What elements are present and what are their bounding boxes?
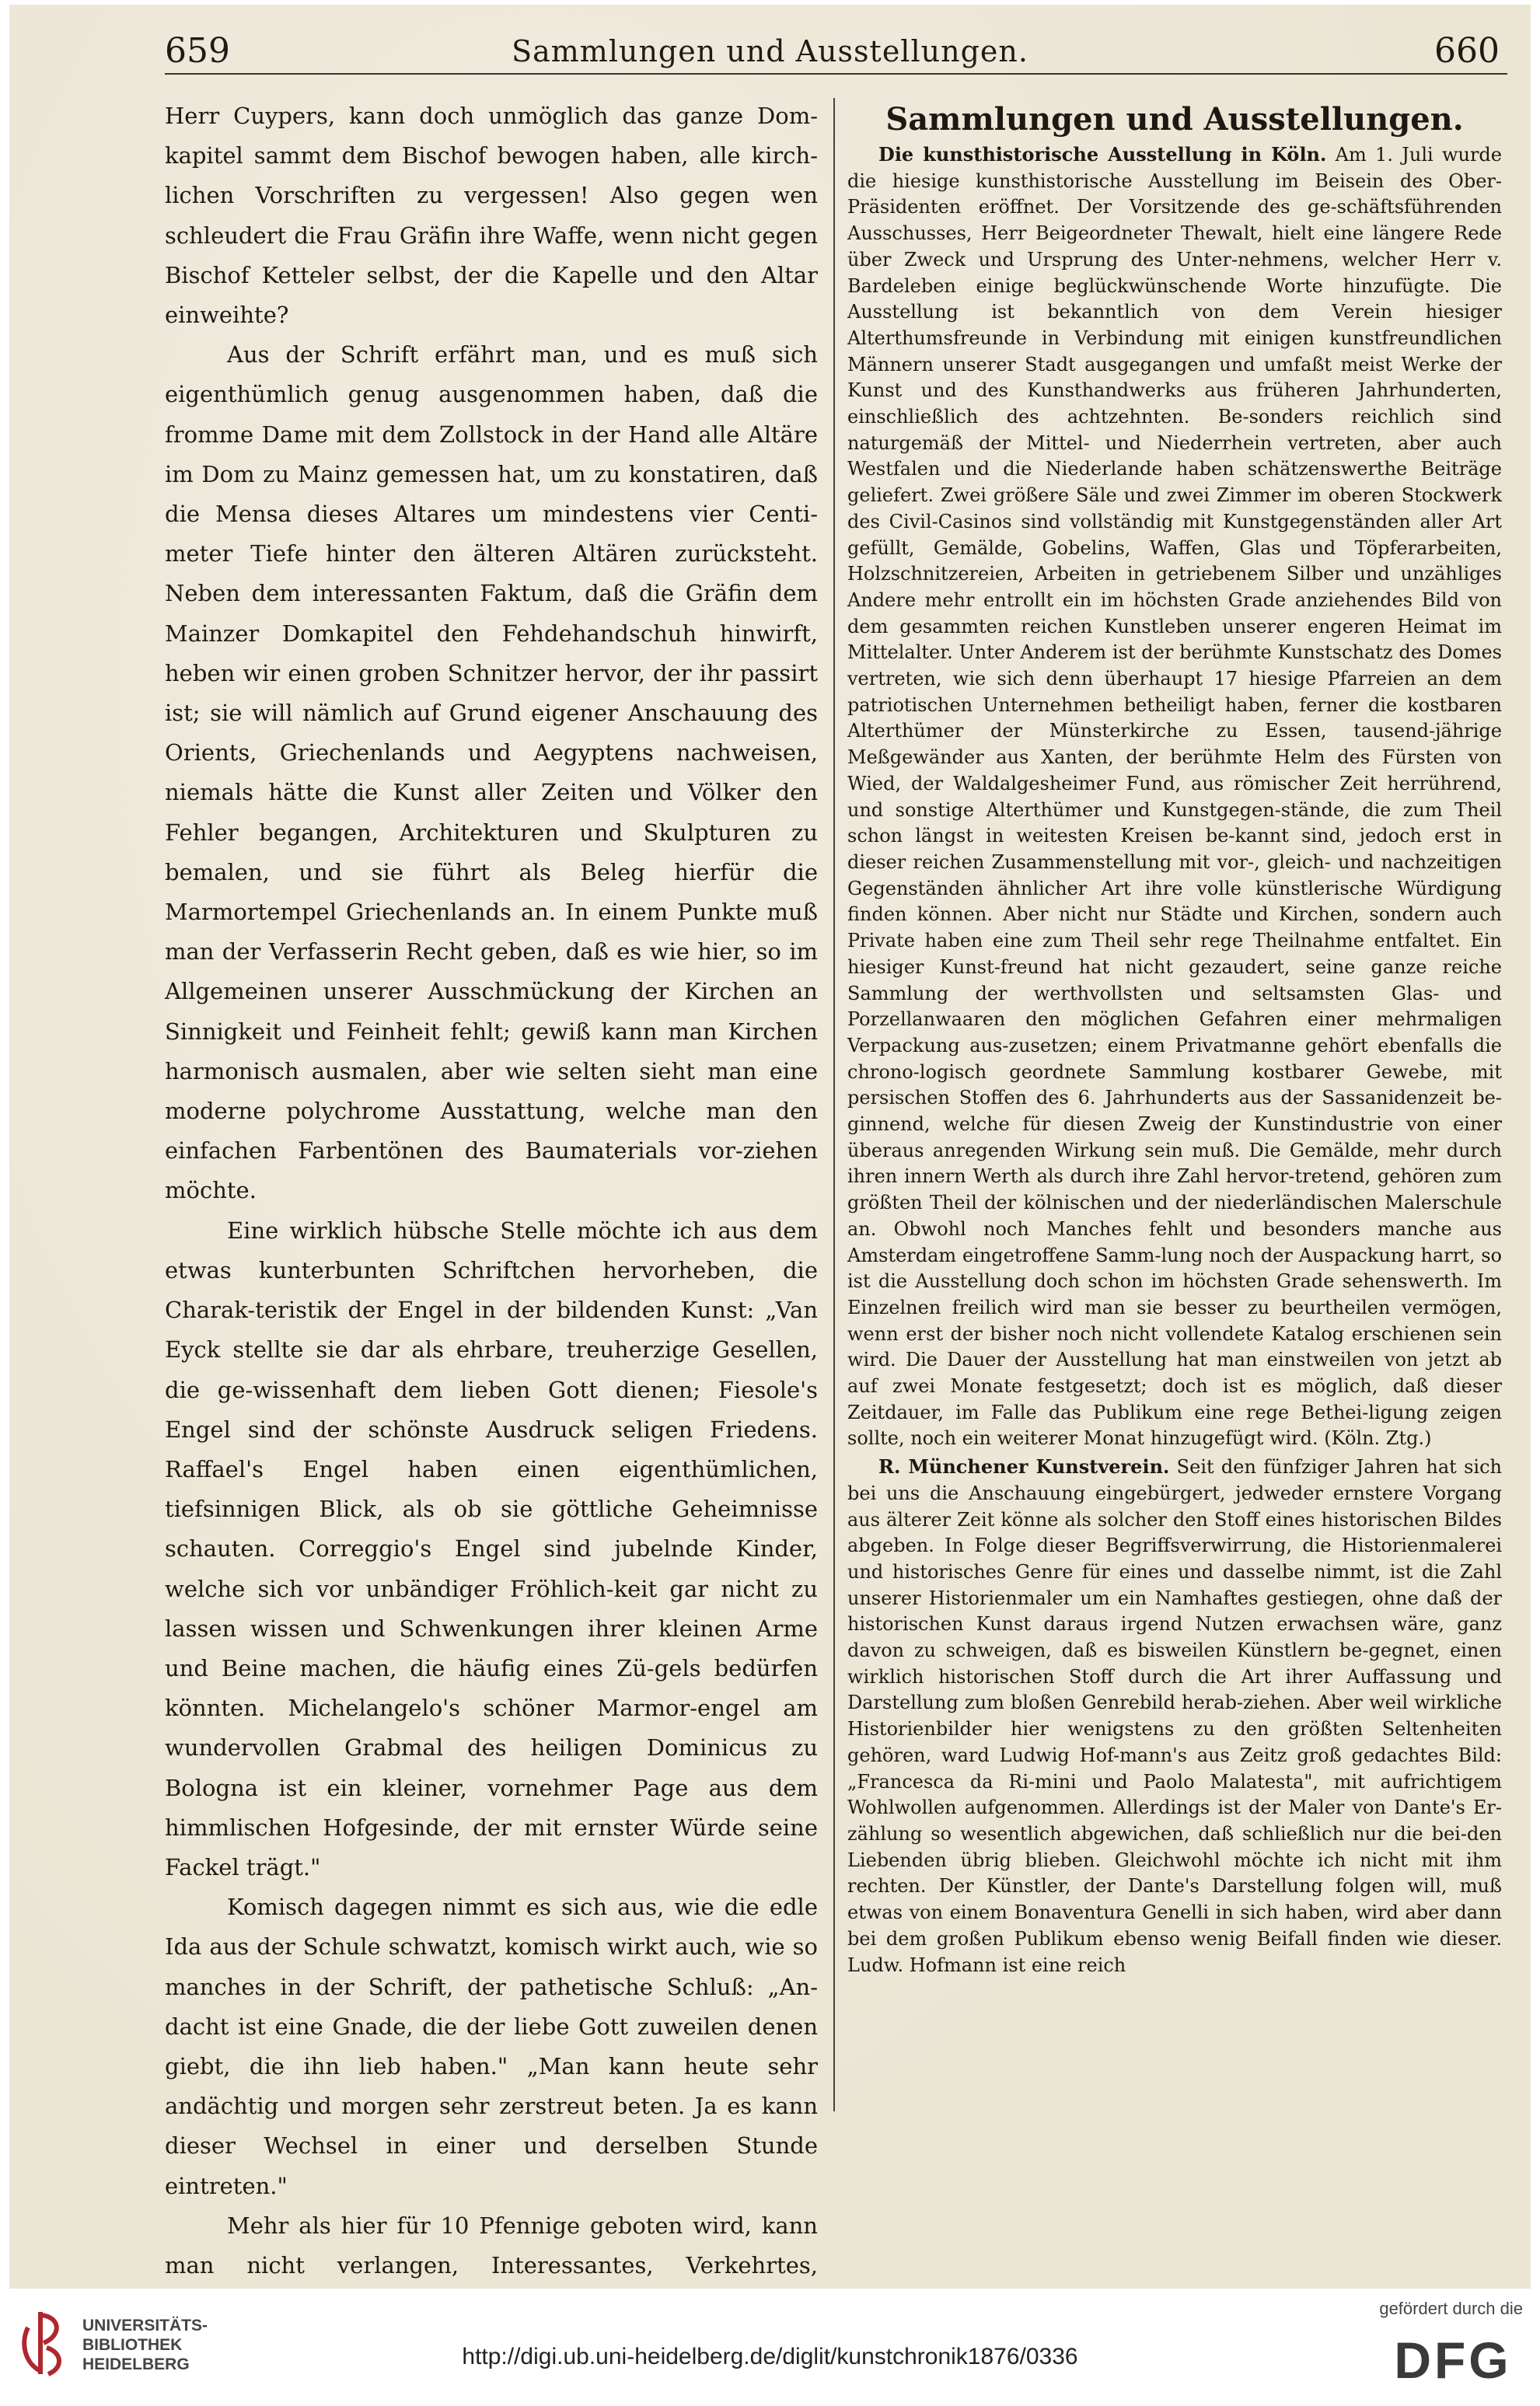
source-url-link[interactable]: http://digi.ub.uni-heidelberg.de/diglit/kunstchronik1876/0336 [462,2344,1078,2369]
running-head [9,23,1531,70]
library-name-line-2: BIBLIOTHEK [82,2336,183,2354]
footer [0,2289,1540,2406]
running-title: Sammlungen und Ausstellungen. [512,34,1028,68]
left-paragraph-3: Eine wirklich hübsche Stelle möchte ich aus dem etwas kunterbunten Schriftchen hervorheben, die Charak-teristik der Engel in der bildenden Kunst: „Van Eyck stellte sie dar als ehrbare, treuherzige Gesellen, die ge-wissenhaft dem lieben Gott dienen; Fiesole's Engel sind der schönste Ausdruck seligen Friedens. Raffael's Engel haben einen eigenthümlichen, tiefsinnigen Blick, als ob sie göttliche Geheimnisse schauten. Correggio's Engel sind jubelnde Kinder, welche sich vor unbändiger Fröhlich-keit gar nicht zu lassen wissen und Schwenkungen ihrer kleinen Arme und Beine machen, die häufig eines Zü-gels bedürfen könnten. Michelangelo's schöner Marmor-engel am wundervollen Grabmal des heiligen Dominicus zu Bologna ist ein kleiner, vornehmer Page aus dem himmlischen Hofgesinde, der mit ernster Würde seine Fackel trägt." [165,1217,818,1880]
page-number-right: 660 [1434,31,1500,71]
page-number-left: 659 [165,31,230,71]
column-divider [833,98,835,2111]
funding-note: gefördert durch die [1379,2299,1523,2318]
article-muenchen-lead: R. Münchener Kunstverein. [878,1455,1170,1479]
article-muenchen-text: Seit den fünfziger Jahren hat sich bei uns die Anschauung eingebürgert, jedweder ernstere Vorgang aus älterer Zeit könne als solcher den Stoff eines historischen Bildes abgeben. In Folge dieser Begriffsverwirrung, die Historienmalerei und historisches Genre für eines und dasselbe nimmt, ist die Zahl unserer Historienmaler um ein Namhaftes gestiegen, ohne daß der historischen Kunst daraus irgend Nutzen erwachsen wäre, ganz davon zu schweigen, daß es bisweilen Künstlern be-gegnet, einen wirklich historischen Stoff durch die Art ihrer Auffassung und Darstellung zum bloßen Genrebild herab-ziehen. Aber weil wirkliche Historienbilder hier wenigstens zu den größten Seltenheiten gehören, ward Ludwig Hof-mann's aus Zeitz groß gedachtes Bild: „Francesca da Ri-mini und Paolo Malatesta", mit aufrichtigem Wohlwollen aufgenommen. Allerdings ist der Maler von Dante's Er-zählung so wesentlich abgewichen, daß schließlich nur die bei-den Liebenden übrig blieben. Gleichwohl möchte ich nicht mit ihm rechten. Der Künstler, der Dante's Darstellung folgen will, muß etwas von einem Bonaventura Genelli in sich haben, wird aber dann bei dem großen Publikum ebenso wenig Beifall finden wie dieser. Ludw. Hofmann ist eine reich [847,1456,1502,1976]
library-name-line-1: UNIVERSITÄTS- [82,2317,208,2334]
left-paragraph-1: Herr Cuypers, kann doch unmöglich das ganze Dom-kapitel sammt dem Bischof bewogen haben, alle kirch-lichen Vorschriften zu vergessen! Also gegen wen schleudert die Frau Gräfin ihre Waffe, wenn nicht gegen Bischof Ketteler selbst, der die Kapelle und den Altar einweihte? [165,103,818,329]
article-koeln [847,141,1502,1452]
article-koeln-lead: Die kunsthistorische Ausstellung in Köln. [878,143,1327,166]
dfg-logo-icon [1383,2328,1523,2389]
section-title: Sammlungen und Ausstellungen. [885,101,1464,138]
left-column [165,96,818,2279]
article-muenchen [847,1454,1502,1978]
dfg-logo-text: DFG [1394,2331,1512,2389]
left-paragraph-4: Komisch dagegen nimmt es sich aus, wie die edle Ida aus der Schule schwatzt, komisch wirkt auch, wie so manches in der Schrift, der pathetische Schluß: „An-dacht ist eine Gnade, die der liebe Gott zuweilen denen giebt, die ihn lieb haben." „Man kann heute sehr andächtig und morgen sehr zerstreut beten. Ja es kann dieser Wechsel in einer und derselben Stunde eintreten." [165,1894,818,2199]
right-column [847,96,1502,2118]
header-rule [165,73,1507,75]
article-koeln-text: Am 1. Juli wurde die hiesige kunsthistorische Ausstellung im Beisein des Ober-Präsidenten eröffnet. Der Vorsitzende des ge-schäftsführenden Ausschusses, Herr Beigeordneter Thewalt, hielt eine längere Rede über Zweck und Ursprung des Unter-nehmens, welcher Herr v. Bardeleben einige beglückwünschende Worte hinzufügte. Die Ausstellung ist bekanntlich von dem Verein hiesiger Alterthumsfreunde in Verbindung mit einigen kunstfreundlichen Männern unserer Stadt ausgegangen und umfaßt meist Werke der Kunst und des Kunsthandwerks aus früheren Jahrhunderten, einschließlich des achtzehnten. Be-sonders reichlich sind naturgemäß der Mittel- und Niederrhein vertreten, aber auch Westfalen und die Niederlande haben schätzenswerthe Beiträge geliefert. Zwei größere Säle und zwei Zimmer im oberen Stockwerk des Civil-Casinos sind vollständig mit Kunstgegenständen aller Art gefüllt, Gemälde, Gobelins, Waffen, Glas und Töpferarbeiten, Holzschnitzereien, Arbeiten in getriebenem Silber und unzähliges Andere mehr entrollt ein im höchsten Grade anziehendes Bild von dem gesammten reichen Kunstleben unserer engeren Heimat im Mittelalter. Unter Anderem ist der berühmte Kunstschatz des Domes vertreten, wie sich denn überhaupt 17 hiesige Pfarreien an dem patriotischen Unternehmen betheiligt haben, ferner die kostbaren Alterthümer der Münsterkirche zu Essen, tausend-jährige Meßgewänder aus Xanten, der berühmte Helm des Fürsten von Wied, der Waldalgesheimer Fund, aus römischer Zeit herrührend, und sonstige Alterthümer und Kunstgegen-stände, die zum Theil schon längst in weitesten Kreisen be-kannt sind, jedoch erst in dieser reichen Zusammenstellung mit vor-, gleich- und nachzeitigen Gegenständen ähnlicher Art ihre volle künstlerische Würdigung finden können. Aber nicht nur Städte und Kirchen, sondern auch Private haben eine zum Theil sehr rege Theilnahme entfaltet. Ein hiesiger Kunst-freund hat nicht gezaudert, seine ganze reiche Sammlung der werthvollsten und seltsamsten Glas- und Porzellanwaaren den möglichen Gefahren einer mehrmaligen Verpackung aus-zusetzen; einem Privatmanne gehört ebenfalls die chrono-logisch geordnete Sammlung kostbarer Gewebe, mit persischen Stoffen des 6. Jahrhunderts aus der Sassanidenzeit be-ginnend, welche für diesen Zweig der Kunstindustrie von einer überaus anregenden Wirkung sein muß. Die Gemälde, mehr durch ihren innern Werth als durch ihre Zahl hervor-tretend, gehören zum größten Theil der kölnischen und der niederländischen Malerschule an. Obwohl noch Manches fehlt und besonders manche aus Amsterdam eingetroffene Samm-lung noch der Auspackung harrt, so ist die Ausstellung doch schon im höchsten Grade sehenswerth. Im Einzelnen freilich wird man sie besser zu beurtheilen vermögen, wenn erst der bisher noch nicht vollendete Katalog erschienen sein wird. Die Dauer der Ausstellung hat man einstweilen von jetzt ab auf zwei Monate festgesetzt; doch ist es möglich, daß dieser Zeitdauer, im Falle das Publikum eine rege Bethei-ligung zeigen sollte, noch ein weiterer Monat hinzugefügt wird. [847,144,1503,1450]
left-paragraph-5: Mehr als hier für 10 Pfennige geboten wird, kann man nicht verlangen, Interessantes, Verkehrtes, [165,2212,818,2279]
left-paragraph-2: Aus der Schrift erfährt man, und es muß sich eigenthümlich genug ausgenommen haben, daß die fromme Dame mit dem Zollstock in der Hand alle Altäre im Dom zu Mainz gemessen hat, um zu konstatiren, daß die Mensa dieses Altares um mindestens vier Centi-meter Tiefe hinter den älteren Altären zurücksteht. Neben dem interessanten Faktum, daß die Gräfin dem Mainzer Domkapitel den Fehdehandschuh hinwirft, heben wir einen groben Schnitzer hervor, der ihr passirt ist; sie will nämlich auf Grund eigener Anschauung des Orients, Griechenlands und Aegyptens nachweisen, niemals hätte die Kunst aller Zeiten und Völker den Fehler begangen, Architekturen und Skulpturen zu bemalen, und sie führt als Beleg hierfür die Marmortempel Griechenlands an. In einem Punkte muß man der Verfasserin Recht geben, daß es wie hier, so im Allgemeinen unserer Ausschmückung der Kirchen an Sinnigkeit und Feinheit fehlt; gewiß kann man Kirchen harmonisch ausmalen, aber wie selten sieht man eine moderne polychrome Ausstattung, welche man den einfachen Farbentönen des Baumaterials vor-ziehen möchte. [165,341,818,1204]
library-name-line-3: HEIDELBERG [82,2355,190,2373]
article-koeln-source: (Köln. Ztg.) [1324,1427,1432,1450]
scanned-page [9,5,1531,2289]
